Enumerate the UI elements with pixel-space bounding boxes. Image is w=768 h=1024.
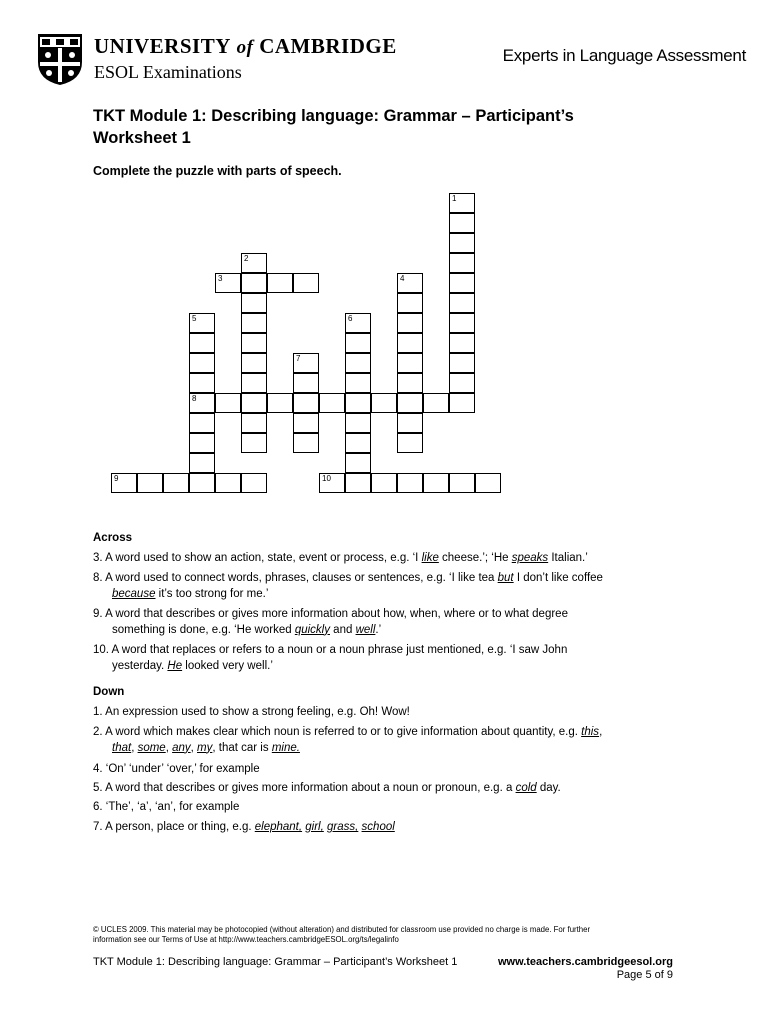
crossword-cell[interactable] (241, 373, 267, 393)
crossword-cell[interactable] (345, 373, 371, 393)
instruction: Complete the puzzle with parts of speech. (93, 164, 342, 178)
crossword-cell[interactable] (241, 353, 267, 373)
crossword-cell[interactable] (345, 393, 371, 413)
crossword-cell[interactable] (241, 253, 267, 273)
crossword-cell[interactable] (215, 473, 241, 493)
crossword-cell[interactable] (449, 273, 475, 293)
clue-number: 6 (348, 314, 353, 323)
clue-number: 10 (322, 474, 331, 483)
clue-down-7: 7. A person, place or thing, e.g. elephant, girl, grass, school (93, 821, 395, 833)
crossword-cell[interactable] (293, 373, 319, 393)
crossword-cell[interactable] (449, 293, 475, 313)
clue-number: 9 (114, 474, 119, 483)
crossword-cell[interactable] (371, 393, 397, 413)
footer-title: TKT Module 1: Describing language: Grammar – Participant’s Worksheet 1 (93, 956, 458, 968)
clue-across-3: 3. A word used to show an action, state, event or process, e.g. ‘I like cheese.’; ‘He speaks Italian.’ (93, 552, 588, 564)
crossword-cell[interactable] (345, 433, 371, 453)
crossword-cell[interactable] (189, 313, 215, 333)
clue-number: 1 (452, 194, 457, 203)
across-heading: Across (93, 532, 132, 544)
crossword-cell[interactable] (423, 393, 449, 413)
page-number: Page 5 of 9 (616, 969, 673, 981)
crossword-cell[interactable] (241, 333, 267, 353)
crossword-cell[interactable] (345, 353, 371, 373)
university-subtitle: ESOL Examinations (94, 62, 242, 82)
crossword-cell[interactable] (449, 473, 475, 493)
crossword-cell[interactable] (293, 273, 319, 293)
clue-number: 7 (296, 354, 301, 363)
crossword-cell[interactable] (293, 353, 319, 373)
university-name: UNIVERSITY of CAMBRIDGE (94, 34, 397, 58)
crossword-cell[interactable] (189, 333, 215, 353)
crossword-cell[interactable] (371, 473, 397, 493)
clue-across-9: 9. A word that describes or gives more information about how, when, where or to what degree something is done, e.g. ‘He worked quickly and well.’ (93, 608, 568, 636)
clue-number: 5 (192, 314, 197, 323)
crossword-cell[interactable] (189, 413, 215, 433)
clue-number: 3 (218, 274, 223, 283)
crossword-cell[interactable] (163, 473, 189, 493)
crossword-cell[interactable] (397, 333, 423, 353)
crossword-cell[interactable] (397, 293, 423, 313)
crossword-cell[interactable] (449, 193, 475, 213)
crossword-cell[interactable] (215, 273, 241, 293)
crossword-cell[interactable] (319, 393, 345, 413)
crossword-cell[interactable] (449, 213, 475, 233)
footer-website-link[interactable]: www.teachers.cambridgeesol.org (497, 956, 673, 968)
clue-down-2: 2. A word which makes clear which noun is referred to or to give information about quantity, e.g. this, that, some, any, my, that car is mine. (93, 726, 603, 754)
crossword-cell[interactable] (189, 433, 215, 453)
clue-down-4: 4. ‘On’ ‘under’ ‘over,’ for example (93, 763, 260, 775)
crossword-cell[interactable] (449, 353, 475, 373)
clue-across-8: 8. A word used to connect words, phrases, clauses or sentences, e.g. ‘I like tea but I don’t like coffee because it’s too strong for me.’ (93, 572, 603, 600)
crossword-cell[interactable] (475, 473, 501, 493)
crossword-cell[interactable] (189, 453, 215, 473)
crossword-cell[interactable] (345, 453, 371, 473)
crossword-cell[interactable] (449, 233, 475, 253)
copyright-notice: © UCLES 2009. This material may be photocopied (without alteration) and distributed for classroom use provided no charge is made. For further information see our Terms of Use at http://www.teachers.cambridgeESOL.org/ts/legalinfo (93, 925, 591, 944)
crossword-cell[interactable] (397, 473, 423, 493)
crossword-cell[interactable] (137, 473, 163, 493)
crossword-cell[interactable] (397, 413, 423, 433)
crossword-cell[interactable] (449, 373, 475, 393)
crossword-cell[interactable] (241, 393, 267, 413)
crossword-cell[interactable] (293, 393, 319, 413)
crossword-cell[interactable] (345, 413, 371, 433)
crossword-cell[interactable] (189, 353, 215, 373)
page-title: TKT Module 1: Describing language: Grammar – Participant’s Worksheet 1 (93, 107, 574, 147)
crossword-cell[interactable] (241, 473, 267, 493)
crossword-cell[interactable] (267, 273, 293, 293)
clue-number: 4 (400, 274, 405, 283)
crossword-cell[interactable] (293, 433, 319, 453)
crossword-cell[interactable] (449, 313, 475, 333)
crossword-cell[interactable] (241, 273, 267, 293)
crossword-cell[interactable] (397, 273, 423, 293)
crossword-cell[interactable] (189, 373, 215, 393)
crossword-cell[interactable] (397, 433, 423, 453)
crossword-cell[interactable] (241, 433, 267, 453)
clue-number: 2 (244, 254, 249, 263)
crossword-cell[interactable] (345, 313, 371, 333)
crossword-cell[interactable] (267, 393, 293, 413)
crossword-cell[interactable] (423, 473, 449, 493)
clue-down-5: 5. A word that describes or gives more information about a noun or pronoun, e.g. a cold day. (93, 782, 561, 794)
crossword-cell[interactable] (319, 473, 345, 493)
crossword-cell[interactable] (449, 253, 475, 273)
crossword-cell[interactable] (449, 333, 475, 353)
crossword-cell[interactable] (449, 393, 475, 413)
clue-number: 8 (192, 394, 197, 403)
header (36, 30, 746, 86)
crossword-cell[interactable] (397, 393, 423, 413)
clue-down-1: 1. An expression used to show a strong feeling, e.g. Oh! Wow! (93, 706, 410, 718)
crossword-cell[interactable] (241, 413, 267, 433)
crossword-cell[interactable] (345, 473, 371, 493)
crossword-cell[interactable] (397, 313, 423, 333)
crossword-cell[interactable] (241, 293, 267, 313)
footer (93, 956, 673, 981)
crossword-cell[interactable] (397, 373, 423, 393)
clue-across-10: 10. A word that replaces or refers to a noun or a noun phrase just mentioned, e.g. ‘I saw John yesterday. He looked very well.’ (93, 644, 568, 672)
university-crest-icon (36, 32, 84, 86)
clue-down-6: 6. ‘The’, ‘a’, ‘an’, for example (93, 801, 240, 813)
crossword-cell[interactable] (241, 313, 267, 333)
crossword-cell[interactable] (293, 413, 319, 433)
crossword-cell[interactable] (215, 393, 241, 413)
crossword-cell[interactable] (189, 393, 215, 413)
crossword-cell[interactable] (345, 333, 371, 353)
crossword-cell[interactable] (189, 473, 215, 493)
crossword-cell[interactable] (111, 473, 137, 493)
down-heading: Down (93, 686, 125, 698)
crossword-cell[interactable] (397, 353, 423, 373)
tagline: Experts in Language Assessment (502, 46, 746, 65)
